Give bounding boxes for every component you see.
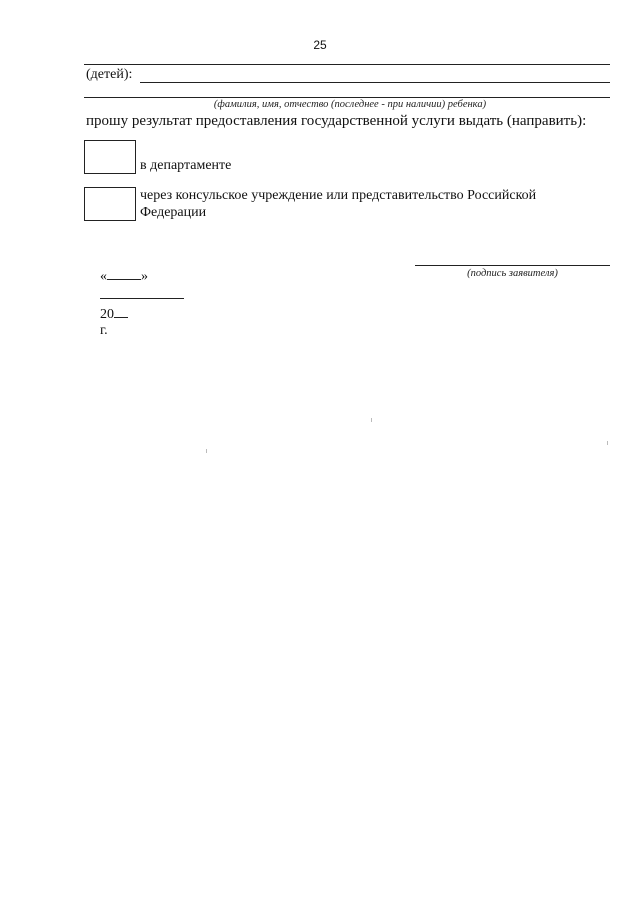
date-line [86, 250, 184, 355]
option-label-department: в департаменте [140, 158, 232, 173]
request-text: прошу результат предоставления государственной услуги выдать (направить): [86, 113, 587, 129]
signature-line[interactable] [415, 265, 610, 266]
option-checkbox-consulate[interactable] [84, 187, 136, 221]
child-name-hint: (фамилия, имя, отчество (последнее - при наличии) ребенка) [213, 99, 487, 110]
option-checkbox-department[interactable] [84, 140, 136, 174]
date-day-blank[interactable] [107, 266, 141, 280]
option-label-consulate: через консульское учреждение или представительство Российской Федерации [140, 188, 537, 220]
children-label: (детей): [86, 67, 133, 82]
date-year-blank[interactable] [114, 304, 128, 318]
scan-speck [371, 418, 372, 422]
date-close-quote: » [141, 269, 148, 284]
date-year-suffix: г. [100, 323, 108, 338]
top-rule [84, 64, 610, 65]
signature-hint: (подпись заявителя) [467, 268, 558, 279]
scan-speck [206, 449, 207, 453]
child-name-line[interactable] [84, 97, 610, 98]
scan-speck [607, 441, 608, 445]
date-year-prefix: 20 [100, 307, 114, 322]
children-name-line[interactable] [140, 82, 610, 83]
date-open-quote: « [100, 269, 107, 284]
page-number: 25 [313, 38, 327, 52]
date-month-blank[interactable] [100, 285, 184, 299]
